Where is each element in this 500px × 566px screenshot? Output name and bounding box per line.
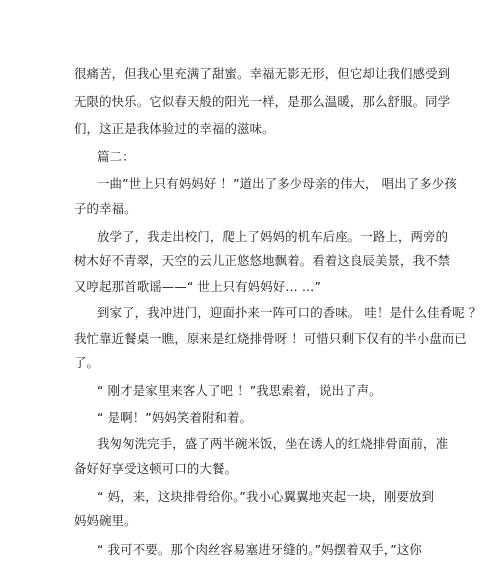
text-line: 很痛苦，但我心里充满了甜蜜。幸福无影无形，但它却让我们感受到 xyxy=(74,66,451,81)
text-line: “ 妈，来，这块排骨给你。”我小心翼翼地夹起一块，刚要放到 xyxy=(97,489,435,504)
text-line: “ 是啊！”妈妈笑着附和着。 xyxy=(97,410,253,425)
text-line: 无限的快乐。它似春天般的阳光一样，是那么温暖，那么舒服。同学 xyxy=(74,94,451,109)
text-line: 放学了，我走出校门，爬上了妈妈的机车后座。一路上，两旁的 xyxy=(97,229,449,244)
text-line: 了。 xyxy=(74,355,100,370)
text-line: 我匆匆洗完手，盛了两半碗米饭，坐在诱人的红烧排骨面前，准 xyxy=(97,436,449,451)
text-line: 妈妈碗里。 xyxy=(74,513,137,528)
text-line: “ 我可不要。那个肉丝容易塞进牙缝的。”妈摆着双手，”这你 xyxy=(97,542,422,557)
text-line: 我忙靠近餐桌一瞧，原来是红烧排骨呀 ！可惜只剩下仅有的半小盘而已 xyxy=(74,331,467,346)
text-line: 树木好不青翠，天空的云儿正悠悠地飘着。看着这良辰美景，我不禁 xyxy=(74,253,451,268)
text-line: “ 刚才是家里来客人了吧 ！”我思索着，说出了声。 xyxy=(97,383,382,398)
text-line: 备好好享受这顿可口的大餐。 xyxy=(74,461,238,476)
text-line: 到家了，我冲进门，迎面扑来一阵可口的香味。 哇！是什么佳肴呢 ？ xyxy=(97,305,482,320)
section-heading: 篇二： xyxy=(97,149,135,164)
text-line: 子的幸福。 xyxy=(74,201,137,216)
text-line: 一曲”世上只有妈妈好 ！”道出了多少母亲的伟大， 唱出了多少孩 xyxy=(97,176,457,191)
text-line: 又哼起那首歌谣——“ 世上只有妈妈好… …” xyxy=(74,279,322,294)
text-line: 们，这正是我体验过的幸福的滋味。 xyxy=(74,121,275,136)
